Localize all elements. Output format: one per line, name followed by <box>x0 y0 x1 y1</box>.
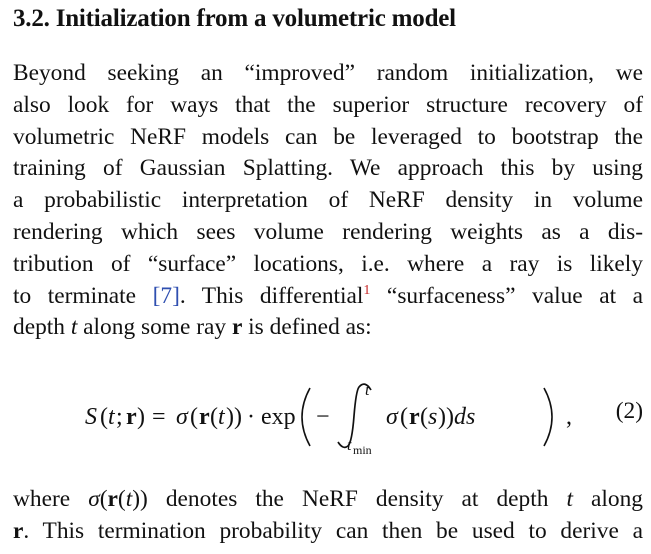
paper-page <box>13 0 643 554</box>
right-paren-large <box>544 388 552 446</box>
eq-symbol: ds <box>454 404 476 430</box>
eq-symbol: min <box>353 443 372 457</box>
svg-text:(: ( <box>210 404 218 430</box>
math-vector: r <box>231 314 243 341</box>
eq-symbol: ) <box>137 404 145 430</box>
eq-symbol: t <box>365 382 370 399</box>
eq-symbol: t <box>218 404 225 430</box>
eq-symbol: S <box>85 404 97 430</box>
text-line: tribution of “surface” locations, i.e. where a ray is likely <box>13 250 643 277</box>
math-variable: t <box>566 486 573 512</box>
text-fragment: ( <box>99 486 108 512</box>
eq-symbol: t <box>108 404 115 430</box>
eq-symbol: exp <box>261 404 296 430</box>
eq-symbol: = <box>152 404 166 430</box>
eq-symbol: r <box>199 404 210 430</box>
eq-symbol: − <box>316 404 330 430</box>
text-line: volumetric NeRF models can be leveraged to bootstrap the <box>13 123 643 150</box>
text-line: rendering which sees volume rendering weights as a dis- <box>13 218 643 245</box>
text-fragment: depth <box>13 314 71 341</box>
text-fragment: is defined as: <box>242 314 372 341</box>
eq-symbol: · <box>247 404 255 430</box>
paragraph-intro <box>13 58 643 344</box>
eq-symbol: t <box>347 437 352 454</box>
citation-link[interactable]: [7] <box>152 282 180 309</box>
eq-symbol: , <box>566 404 572 430</box>
equation-number: (2) <box>615 398 643 424</box>
text-fragment: where <box>13 486 89 512</box>
eq-symbol: ( <box>100 404 108 430</box>
section-number: 3.2. <box>13 5 50 32</box>
text-fragment: )) <box>132 486 148 512</box>
equation-formula <box>13 378 593 460</box>
eq-symbol: ; <box>116 404 123 430</box>
text-line <box>13 312 643 344</box>
math-vector: r <box>13 517 24 544</box>
svg-text:(: ( <box>190 404 198 430</box>
math-vector: r <box>107 486 118 512</box>
text-line: Beyond seeking an “improved” random initialization, we <box>13 60 643 86</box>
svg-text:)): )) <box>438 404 454 430</box>
math-variable: σ <box>88 486 100 512</box>
section-heading <box>13 4 456 34</box>
section-title: Initialization from a volumetric model <box>55 5 456 32</box>
svg-text:(: ( <box>420 404 428 430</box>
text-line <box>13 516 643 548</box>
eq-symbol: σ <box>176 404 188 430</box>
text-fragment: along <box>572 486 643 512</box>
left-paren-large <box>302 388 310 446</box>
text-fragment: . This differential <box>179 282 364 309</box>
text-line: a probabilistic interpretation of NeRF density in volume <box>13 187 643 214</box>
eq-symbol: s <box>428 404 438 430</box>
equation-block <box>13 378 643 460</box>
svg-text:(: ( <box>400 404 408 430</box>
paragraph-after-equation <box>13 484 643 548</box>
text-line <box>13 281 643 313</box>
math-variable: t <box>125 486 133 512</box>
text-fragment: along some ray <box>77 314 232 341</box>
eq-symbol: σ <box>386 404 398 430</box>
eq-symbol: r <box>126 404 137 430</box>
text-fragment: to terminate <box>13 282 153 309</box>
footnote-marker[interactable]: 1 <box>363 282 371 298</box>
eq-symbol: r <box>409 404 420 430</box>
text-line: training of Gaussian Splatting. We approach this by using <box>13 155 643 182</box>
text-line <box>13 484 643 516</box>
math-variable: t <box>70 314 78 341</box>
text-fragment: denotes the NeRF density at depth <box>147 486 567 512</box>
svg-text:)): )) <box>226 404 242 430</box>
text-line: also look for ways that the superior structure recovery of <box>13 91 643 118</box>
text-fragment: “surfaceness” value at a <box>370 282 643 309</box>
text-fragment: ( <box>117 486 126 512</box>
text-fragment: . This termination probability can then be used to derive a <box>23 517 643 544</box>
